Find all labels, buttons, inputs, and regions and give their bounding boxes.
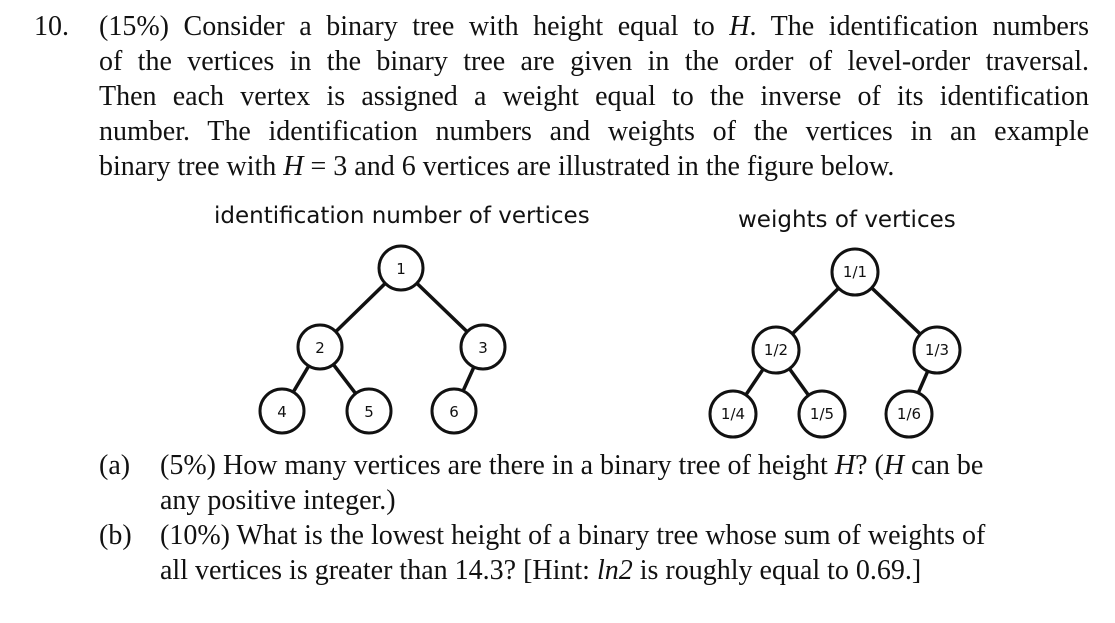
text-run: . The identification numbers: [749, 11, 1089, 42]
part-a-line-1: [160, 448, 1088, 483]
node-label: 3: [478, 339, 488, 357]
question-number: 10.: [34, 11, 69, 42]
node-label: 1/1: [842, 263, 868, 281]
text-run: (10%) What is the lowest height of a binary tree whose sum of weights of: [160, 520, 986, 551]
part-a-line-2: [160, 483, 1088, 518]
part-b-text: [160, 518, 1088, 588]
part-b-label: (b): [99, 520, 132, 551]
math-ln2: ln2: [596, 555, 633, 586]
left-tree-nodes: [260, 246, 505, 433]
text-run: number. The identification numbers and weights of the vertices in an example: [99, 116, 1089, 147]
text-run: (15%) Consider a binary tree with height equal to: [99, 11, 730, 42]
text-run: any positive integer.): [160, 485, 396, 516]
text-run: binary tree with: [99, 151, 284, 182]
part-a: [0, 448, 1115, 518]
text-run: is roughly equal to 0.69.]: [632, 555, 922, 586]
node-label: 1/2: [763, 341, 789, 359]
right-figure-title: weights of vertices: [738, 207, 956, 233]
text-run: can be: [904, 450, 984, 481]
text-run: ? (: [855, 450, 884, 481]
part-b: [0, 518, 1115, 588]
node-label: 1/5: [809, 405, 835, 423]
node-label: 1/4: [720, 405, 746, 423]
node-label: 5: [364, 403, 374, 421]
node-label: 4: [277, 403, 287, 421]
part-b-line-1: [160, 518, 1088, 553]
part-a-text: [160, 448, 1088, 518]
node-label: 6: [449, 403, 459, 421]
node-label: 1/3: [924, 341, 950, 359]
variable-h: H: [883, 450, 905, 481]
part-b-line-2: [160, 553, 1088, 588]
text-run: Then each vertex is assigned a weight equal to the inverse of its identification: [99, 81, 1089, 112]
variable-h: H: [283, 151, 304, 182]
text-run: = 3 and 6 vertices are illustrated in the figure below.: [303, 151, 895, 182]
node-label: 1/6: [896, 405, 922, 423]
text-run: all vertices is greater than 14.3? [Hint:: [160, 555, 597, 586]
node-label: 1: [396, 260, 406, 278]
left-figure-title: identification number of vertices: [214, 203, 590, 229]
right-tree-nodes: [710, 249, 960, 437]
node-label: 2: [315, 339, 325, 357]
variable-h: H: [834, 450, 856, 481]
part-a-label: (a): [99, 450, 131, 481]
text-run: of the vertices in the binary tree are given in the order of level-order traversal.: [99, 46, 1089, 77]
text-run: (5%) How many vertices are there in a binary tree of height: [160, 450, 835, 481]
variable-h: H: [729, 11, 750, 42]
